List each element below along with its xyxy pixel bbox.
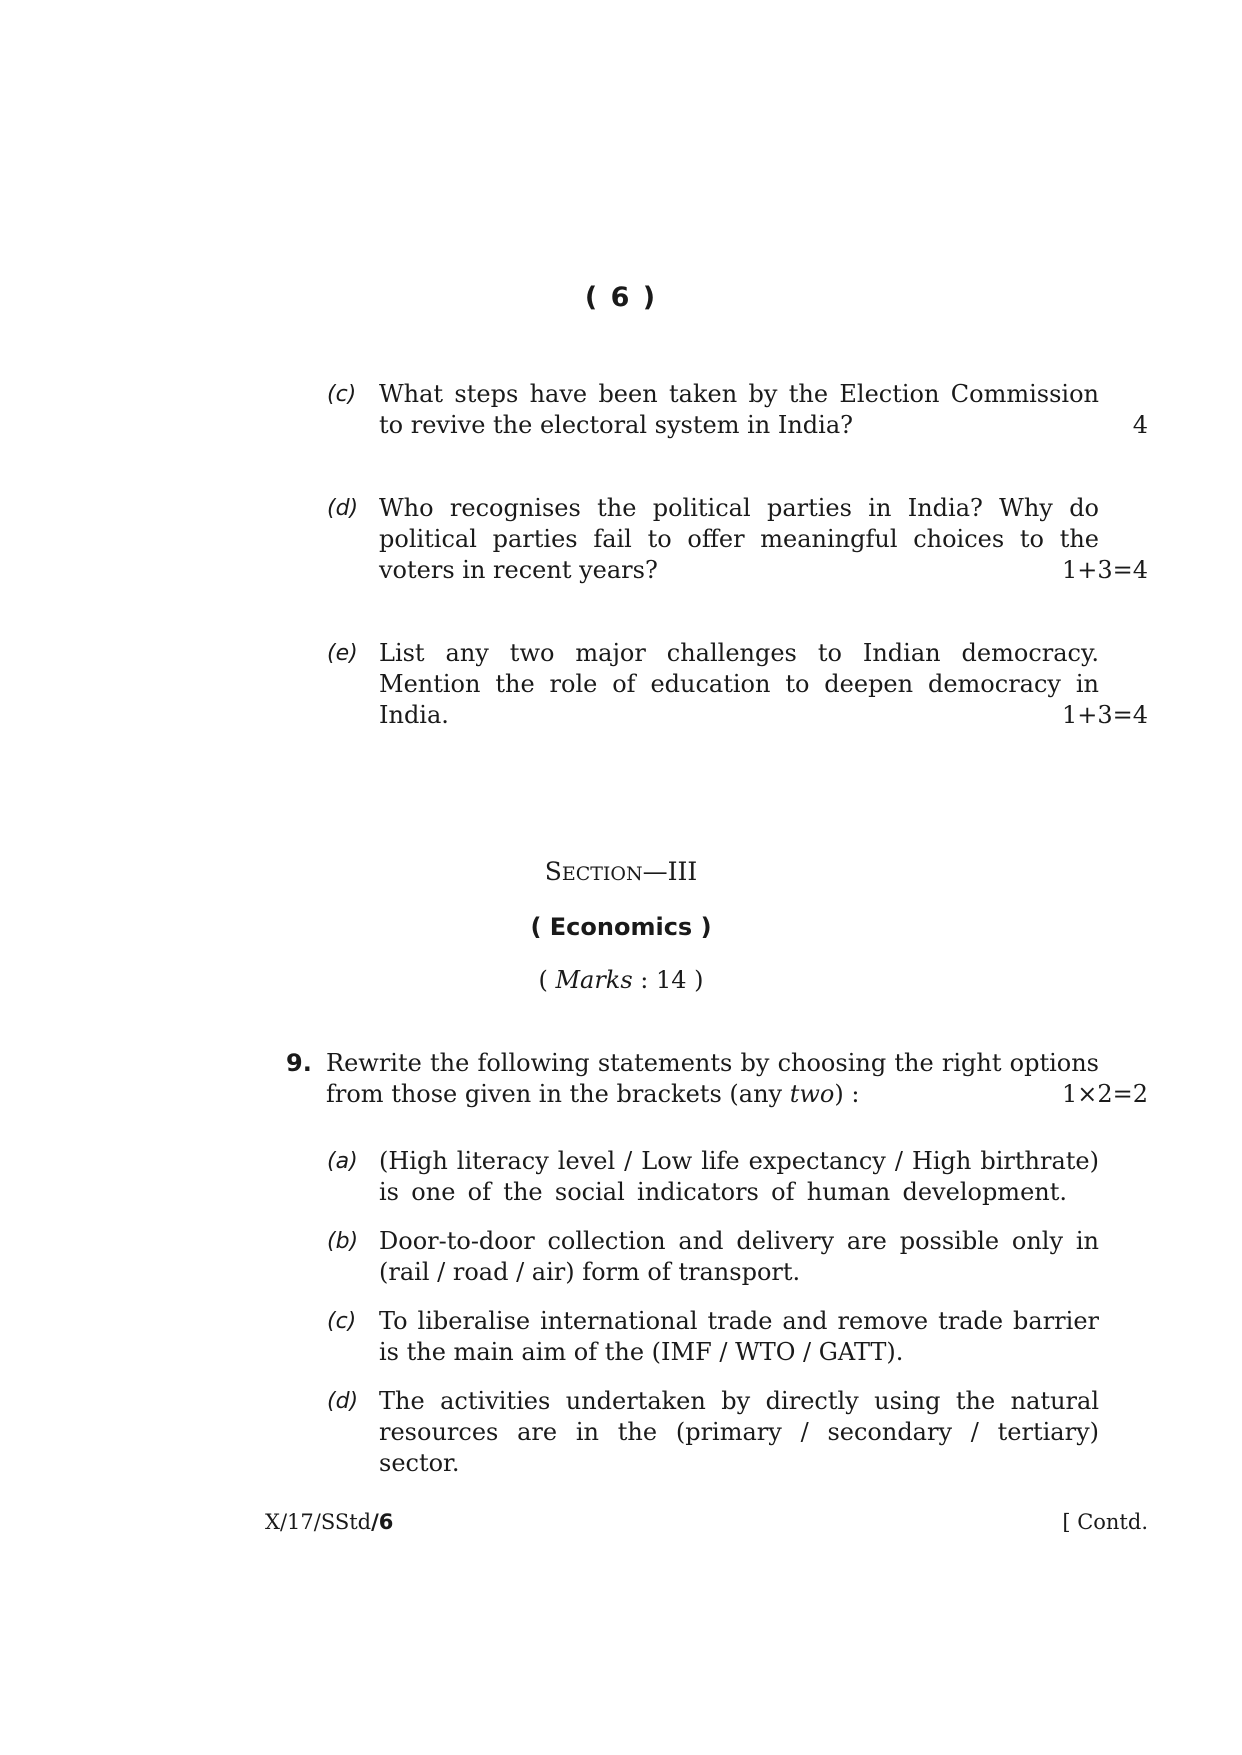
question-marks: 4 — [1132, 411, 1148, 439]
question-line: political parties fail to offer meaningful choices to the — [379, 525, 1099, 553]
question-line: to revive the electoral system in India? — [379, 411, 853, 439]
question-label: (e) — [327, 641, 358, 666]
footer-contd: [ Contd. — [1062, 1510, 1148, 1534]
question-marks: 1+3=4 — [1061, 556, 1148, 584]
question-label: (d) — [327, 1389, 359, 1414]
question-line: voters in recent years? — [379, 556, 658, 584]
question-label: (b) — [327, 1229, 359, 1254]
question-marks: 1+3=4 — [1061, 701, 1148, 729]
question-label: (c) — [327, 382, 357, 407]
question-line: (rail / road / air) form of transport. — [379, 1258, 801, 1286]
question-line: from those given in the brackets (any two) : — [326, 1080, 860, 1108]
section-title: SECTION—III — [544, 857, 698, 886]
question-line: Who recognises the political parties in India? Why do — [379, 494, 1099, 522]
question-line: What steps have been taken by the Election Commission — [379, 380, 1099, 408]
question-line: To liberalise international trade and remove trade barrier — [379, 1307, 1099, 1335]
section-marks: ( Marks : 14 ) — [538, 966, 704, 994]
question-label: (a) — [327, 1149, 358, 1174]
footer-code: X/17/SStd/6 — [265, 1510, 394, 1534]
question-line: Rewrite the following statements by choosing the right options — [326, 1049, 1099, 1077]
question-label: (d) — [327, 496, 359, 521]
question-line: Mention the role of education to deepen democracy in — [379, 670, 1099, 698]
question-line: sector. — [379, 1449, 460, 1477]
question-line: Door-to-door collection and delivery are possible only in — [379, 1227, 1099, 1255]
question-number: 9. — [286, 1049, 312, 1077]
question-line: is the main aim of the (IMF / WTO / GATT). — [379, 1338, 904, 1366]
question-line: India. — [379, 701, 449, 729]
question-line: (High literacy level / Low life expectancy / High birthrate) — [379, 1147, 1099, 1175]
question-marks: 1×2=2 — [1061, 1080, 1148, 1108]
page-number: ( 6 ) — [584, 282, 658, 313]
question-line: resources are in the (primary / secondary / tertiary) — [379, 1418, 1099, 1446]
question-label: (c) — [327, 1309, 357, 1334]
question-line: is one of the social indicators of human development. — [379, 1178, 1067, 1206]
question-line: List any two major challenges to Indian democracy. — [379, 639, 1099, 667]
section-subject: ( Economics ) — [530, 913, 712, 941]
question-line: The activities undertaken by directly using the natural — [379, 1387, 1099, 1415]
